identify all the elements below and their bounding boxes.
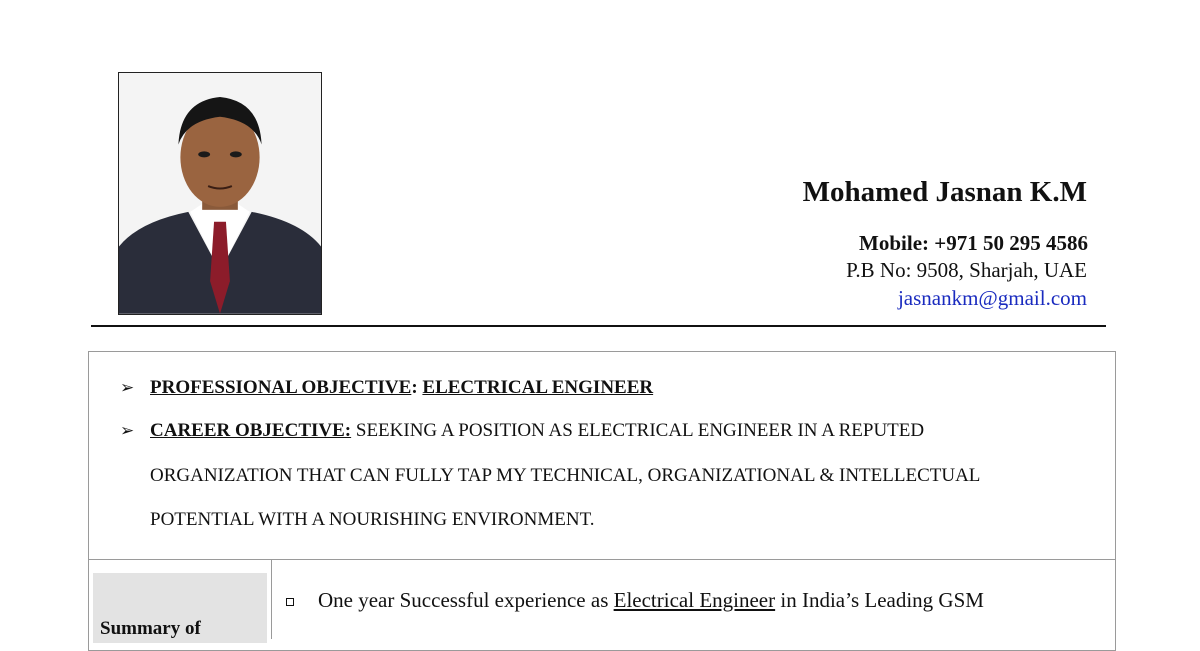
career-objective <box>150 420 924 442</box>
postal-address: P.B No: 9508, Sharjah, UAE <box>846 258 1087 282</box>
summary-side-label: Summary of <box>100 618 201 639</box>
summary-text-underlined: Electrical Engineer <box>613 588 776 612</box>
table-divider-horizontal <box>88 559 1116 560</box>
mobile-number: Mobile: +971 50 295 4586 <box>859 231 1088 255</box>
square-bullet-icon <box>286 598 294 606</box>
candidate-name: Mohamed Jasnan K.M <box>802 176 1087 208</box>
arrow-bullet-icon: ➢ <box>120 378 135 398</box>
career-objective-line3: POTENTIAL WITH A NOURISHING ENVIRONMENT. <box>150 509 595 530</box>
professional-objective-value: ELECTRICAL ENGINEER <box>422 377 654 398</box>
career-objective-label: CAREER OBJECTIVE: <box>150 420 352 441</box>
summary-text-before: One year Successful experience as <box>318 588 614 612</box>
profile-photo <box>118 72 322 315</box>
header-divider <box>91 325 1106 327</box>
profile-photo-image <box>119 73 321 314</box>
summary-text-after: in India’s Leading GSM <box>775 588 984 612</box>
professional-objective <box>150 377 653 399</box>
career-objective-line1: SEEKING A POSITION AS ELECTRICAL ENGINEER IN A REPUTED <box>351 420 925 441</box>
summary-item <box>318 588 984 613</box>
table-divider-vertical <box>271 559 272 639</box>
arrow-bullet-icon: ➢ <box>120 421 135 441</box>
professional-objective-separator: : <box>411 377 423 398</box>
email-link[interactable]: jasnankm@gmail.com <box>897 286 1087 310</box>
career-objective-line2: ORGANIZATION THAT CAN FULLY TAP MY TECHNICAL, ORGANIZATIONAL & INTELLECTUAL <box>150 465 981 486</box>
professional-objective-label: PROFESSIONAL OBJECTIVE <box>150 377 412 398</box>
